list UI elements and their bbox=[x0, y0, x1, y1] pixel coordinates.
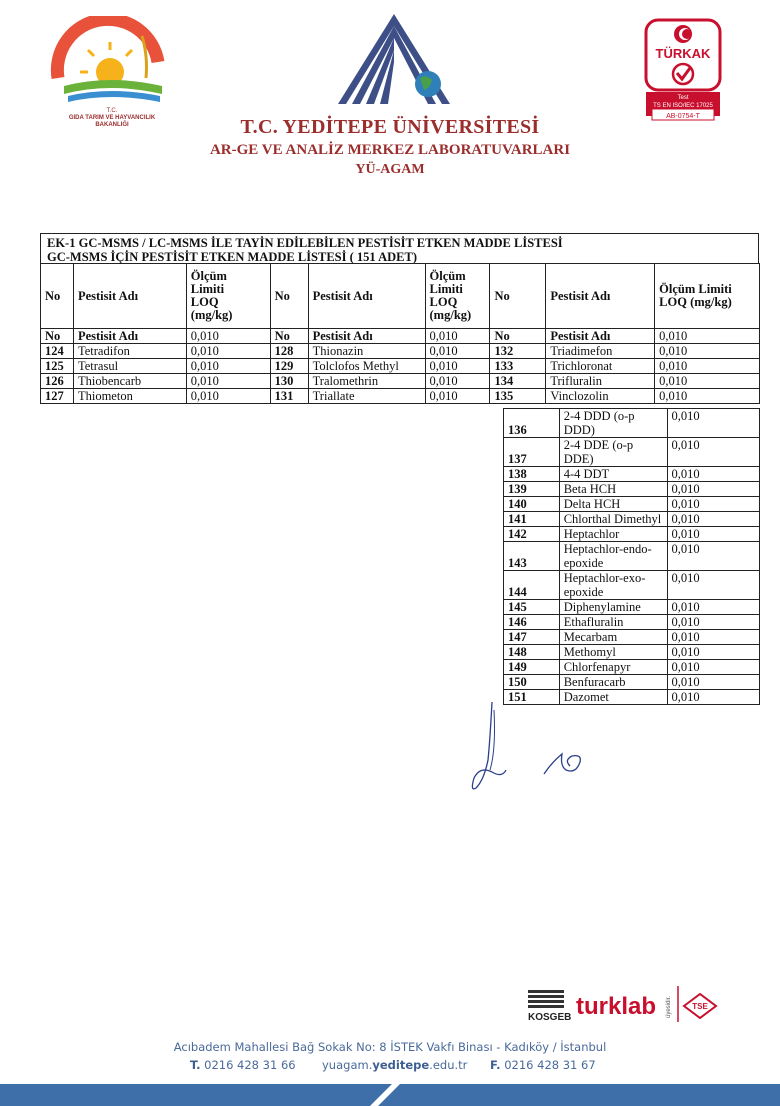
cell-name: 2-4 DDD (o-p DDD) bbox=[559, 409, 667, 438]
laboratory-abbreviation: YÜ-AGAM bbox=[355, 162, 425, 177]
cell-no: 133 bbox=[490, 359, 546, 374]
cell-no: 147 bbox=[504, 630, 560, 645]
table-row bbox=[504, 467, 760, 482]
cell-name: Tetrasul bbox=[73, 359, 186, 374]
signature-2 bbox=[540, 748, 588, 778]
table-row bbox=[41, 344, 760, 359]
cell-no: 148 bbox=[504, 645, 560, 660]
turklab-logo-text: turklab bbox=[576, 993, 657, 1020]
table-row bbox=[504, 630, 760, 645]
footer-fax-label: F. bbox=[490, 1058, 501, 1072]
cell-no: 124 bbox=[41, 344, 74, 359]
subheader-no: No bbox=[41, 329, 74, 344]
footer-phone bbox=[190, 1058, 296, 1072]
cell-no: 142 bbox=[504, 527, 560, 542]
table-row bbox=[504, 645, 760, 660]
cell-name: Vinclozolin bbox=[546, 389, 655, 404]
table-row bbox=[504, 690, 760, 705]
cell-loq: 0,010 bbox=[667, 600, 760, 615]
footer-web-prefix: yuagam. bbox=[322, 1058, 373, 1072]
header-name: Pestisit Adı bbox=[73, 264, 186, 329]
ministry-logo-line3: BAKANLIĞI bbox=[95, 122, 129, 126]
header-name: Pestisit Adı bbox=[308, 264, 425, 329]
turkak-accreditation-logo bbox=[644, 18, 722, 122]
pesticide-table bbox=[40, 263, 760, 404]
cell-no: 149 bbox=[504, 660, 560, 675]
cell-name: Methomyl bbox=[559, 645, 667, 660]
cell-name: Thiobencarb bbox=[73, 374, 186, 389]
header-loq-line-4: (mg/kg) bbox=[429, 308, 472, 322]
header-loq-line-4: (mg/kg) bbox=[190, 308, 233, 322]
cell-loq: 0,010 bbox=[667, 467, 760, 482]
table-row bbox=[504, 482, 760, 497]
subheader-name: Pestisit Adı bbox=[546, 329, 655, 344]
cell-no: 145 bbox=[504, 600, 560, 615]
tse-logo-text: TSE bbox=[692, 1002, 708, 1011]
cell-no: 131 bbox=[270, 389, 308, 404]
cell-loq: 0,010 bbox=[186, 359, 270, 374]
signature-1 bbox=[462, 700, 522, 795]
turkak-test: Test bbox=[677, 95, 689, 101]
header-loq-line-2: Limiti bbox=[429, 282, 463, 296]
ministry-logo-line1: T.C. bbox=[106, 108, 118, 114]
cell-name: Heptachlor-endo-epoxide bbox=[559, 542, 667, 571]
cell-name: Chlorfenapyr bbox=[559, 660, 667, 675]
cell-name: Tralomethrin bbox=[308, 374, 425, 389]
cell-no: 141 bbox=[504, 512, 560, 527]
table-row bbox=[41, 374, 760, 389]
table-row bbox=[41, 359, 760, 374]
cell-name: Trifluralin bbox=[546, 374, 655, 389]
header-loq-wide bbox=[655, 264, 760, 329]
cell-no: 126 bbox=[41, 374, 74, 389]
cell-name: Diphenylamine bbox=[559, 600, 667, 615]
cell-loq: 0,010 bbox=[425, 389, 490, 404]
cell-name: Beta HCH bbox=[559, 482, 667, 497]
turkak-code: AB-0754-T bbox=[666, 113, 700, 120]
footer-fax bbox=[490, 1058, 596, 1072]
subheader-no: No bbox=[270, 329, 308, 344]
cell-no: 144 bbox=[504, 571, 560, 600]
cell-name: Chlorthal Dimethyl bbox=[559, 512, 667, 527]
header-loq-line-1: Ölçüm bbox=[429, 269, 466, 283]
table-row bbox=[504, 527, 760, 542]
caption-line-2: GC-MSMS İÇİN PESTİSİT ETKEN MADDE LİSTESİ ( 151 ADET) bbox=[47, 250, 417, 264]
cell-no: 150 bbox=[504, 675, 560, 690]
header-loq bbox=[186, 264, 270, 329]
cell-loq: 0,010 bbox=[186, 389, 270, 404]
header-no: No bbox=[41, 264, 74, 329]
cell-no: 146 bbox=[504, 615, 560, 630]
cell-loq: 0,010 bbox=[667, 630, 760, 645]
cell-name: 4-4 DDT bbox=[559, 467, 667, 482]
cell-no: 135 bbox=[490, 389, 546, 404]
cell-name: Triallate bbox=[308, 389, 425, 404]
cell-name: Benfuracarb bbox=[559, 675, 667, 690]
header-loq-wide-line-1: Ölçüm Limiti bbox=[659, 282, 732, 296]
cell-loq: 0,010 bbox=[425, 374, 490, 389]
header-no: No bbox=[490, 264, 546, 329]
table-caption bbox=[40, 233, 759, 263]
yeditepe-university-logo-icon bbox=[338, 14, 450, 106]
cell-name: Trichloronat bbox=[546, 359, 655, 374]
cell-name: Dazomet bbox=[559, 690, 667, 705]
turklab-member-text: üyesidir. bbox=[666, 995, 672, 1018]
caption-line-1: EK-1 GC-MSMS / LC-MSMS İLE TAYİN EDİLEBİLEN PESTİSİT ETKEN MADDE LİSTESİ bbox=[47, 236, 563, 250]
footer-phone-number: 0216 428 31 66 bbox=[204, 1058, 296, 1072]
cell-loq: 0,010 bbox=[667, 690, 760, 705]
table-row bbox=[504, 409, 760, 438]
pesticide-table-continuation bbox=[503, 408, 760, 705]
cell-no: 127 bbox=[41, 389, 74, 404]
subheader-name: Pestisit Adı bbox=[73, 329, 186, 344]
table-row bbox=[504, 512, 760, 527]
footer-partner-logos bbox=[528, 982, 728, 1028]
subheader-loq: 0,010 bbox=[186, 329, 270, 344]
cell-no: 138 bbox=[504, 467, 560, 482]
footer-web-brand: yeditepe bbox=[372, 1058, 430, 1072]
cell-name: Delta HCH bbox=[559, 497, 667, 512]
cell-loq: 0,010 bbox=[667, 482, 760, 497]
cell-loq: 0,010 bbox=[667, 660, 760, 675]
header-loq-line-2: Limiti bbox=[190, 282, 225, 296]
kosgeb-logo-text: KOSGEB bbox=[528, 1012, 572, 1023]
cell-no: 128 bbox=[270, 344, 308, 359]
cell-loq: 0,010 bbox=[186, 374, 270, 389]
cell-loq: 0,010 bbox=[667, 542, 760, 571]
cell-loq: 0,010 bbox=[425, 344, 490, 359]
cell-loq: 0,010 bbox=[667, 675, 760, 690]
cell-loq: 0,010 bbox=[425, 359, 490, 374]
cell-name: Ethafluralin bbox=[559, 615, 667, 630]
header-loq-line-1: Ölçüm bbox=[190, 269, 227, 283]
table-header-row bbox=[41, 264, 760, 329]
cell-loq: 0,010 bbox=[667, 438, 760, 467]
turkak-standard: TS EN ISO/IEC 17025 bbox=[653, 103, 713, 109]
footer-address: Acıbadem Mahallesi Bağ Sokak No: 8 İSTEK Vakfı Binası - Kadıköy / İstanbul bbox=[173, 1040, 607, 1054]
table-subheader-row bbox=[41, 329, 760, 344]
cell-loq: 0,010 bbox=[667, 571, 760, 600]
turkak-name: TÜRKAK bbox=[655, 46, 711, 61]
ministry-logo-line2: GIDA TARIM VE HAYVANCILIK bbox=[68, 115, 156, 121]
footer-phone-label: T. bbox=[190, 1058, 201, 1072]
cell-no: 151 bbox=[504, 690, 560, 705]
cell-name: Thiometon bbox=[73, 389, 186, 404]
cell-name: Thionazin bbox=[308, 344, 425, 359]
cell-no: 137 bbox=[504, 438, 560, 467]
table-row bbox=[504, 675, 760, 690]
table-row bbox=[504, 438, 760, 467]
cell-name: 2-4 DDE (o-p DDE) bbox=[559, 438, 667, 467]
header-loq bbox=[425, 264, 490, 329]
subheader-loq: 0,010 bbox=[655, 329, 760, 344]
subheader-name: Pestisit Adı bbox=[308, 329, 425, 344]
table-row bbox=[504, 615, 760, 630]
cell-name: Tolclofos Methyl bbox=[308, 359, 425, 374]
footer-website[interactable] bbox=[322, 1058, 467, 1072]
cell-loq: 0,010 bbox=[667, 615, 760, 630]
cell-no: 125 bbox=[41, 359, 74, 374]
cell-name: Heptachlor bbox=[559, 527, 667, 542]
cell-no: 129 bbox=[270, 359, 308, 374]
header-no: No bbox=[270, 264, 308, 329]
cell-no: 134 bbox=[490, 374, 546, 389]
table-row bbox=[504, 660, 760, 675]
cell-no: 130 bbox=[270, 374, 308, 389]
cell-loq: 0,010 bbox=[667, 512, 760, 527]
cell-name: Tetradifon bbox=[73, 344, 186, 359]
cell-loq: 0,010 bbox=[186, 344, 270, 359]
footer-band bbox=[0, 1084, 780, 1106]
cell-loq: 0,010 bbox=[667, 497, 760, 512]
header-name: Pestisit Adı bbox=[546, 264, 655, 329]
table-row bbox=[504, 571, 760, 600]
cell-loq: 0,010 bbox=[655, 374, 760, 389]
cell-no: 136 bbox=[504, 409, 560, 438]
cell-loq: 0,010 bbox=[667, 527, 760, 542]
footer-web-suffix: .edu.tr bbox=[429, 1058, 468, 1072]
header-loq-wide-line-2: LOQ (mg/kg) bbox=[659, 295, 732, 309]
subheader-no: No bbox=[490, 329, 546, 344]
cell-loq: 0,010 bbox=[667, 645, 760, 660]
ministry-logo bbox=[50, 16, 175, 126]
header-loq-line-3: LOQ bbox=[429, 295, 458, 309]
cell-name: Heptachlor-exo-epoxide bbox=[559, 571, 667, 600]
header-loq-line-3: LOQ bbox=[190, 295, 219, 309]
university-title: T.C. YEDİTEPE ÜNİVERSİTESİ bbox=[240, 116, 540, 138]
table-row bbox=[504, 542, 760, 571]
cell-name: Triadimefon bbox=[546, 344, 655, 359]
cell-loq: 0,010 bbox=[655, 359, 760, 374]
cell-name: Mecarbam bbox=[559, 630, 667, 645]
cell-no: 132 bbox=[490, 344, 546, 359]
cell-no: 140 bbox=[504, 497, 560, 512]
laboratory-title: AR-GE VE ANALİZ MERKEZ LABORATUVARLARI bbox=[209, 142, 571, 158]
cell-loq: 0,010 bbox=[655, 344, 760, 359]
table-row bbox=[504, 600, 760, 615]
cell-loq: 0,010 bbox=[667, 409, 760, 438]
footer-fax-number: 0216 428 31 67 bbox=[504, 1058, 596, 1072]
table-row bbox=[41, 389, 760, 404]
cell-loq: 0,010 bbox=[655, 389, 760, 404]
cell-no: 143 bbox=[504, 542, 560, 571]
cell-no: 139 bbox=[504, 482, 560, 497]
subheader-loq: 0,010 bbox=[425, 329, 490, 344]
table-row bbox=[504, 497, 760, 512]
